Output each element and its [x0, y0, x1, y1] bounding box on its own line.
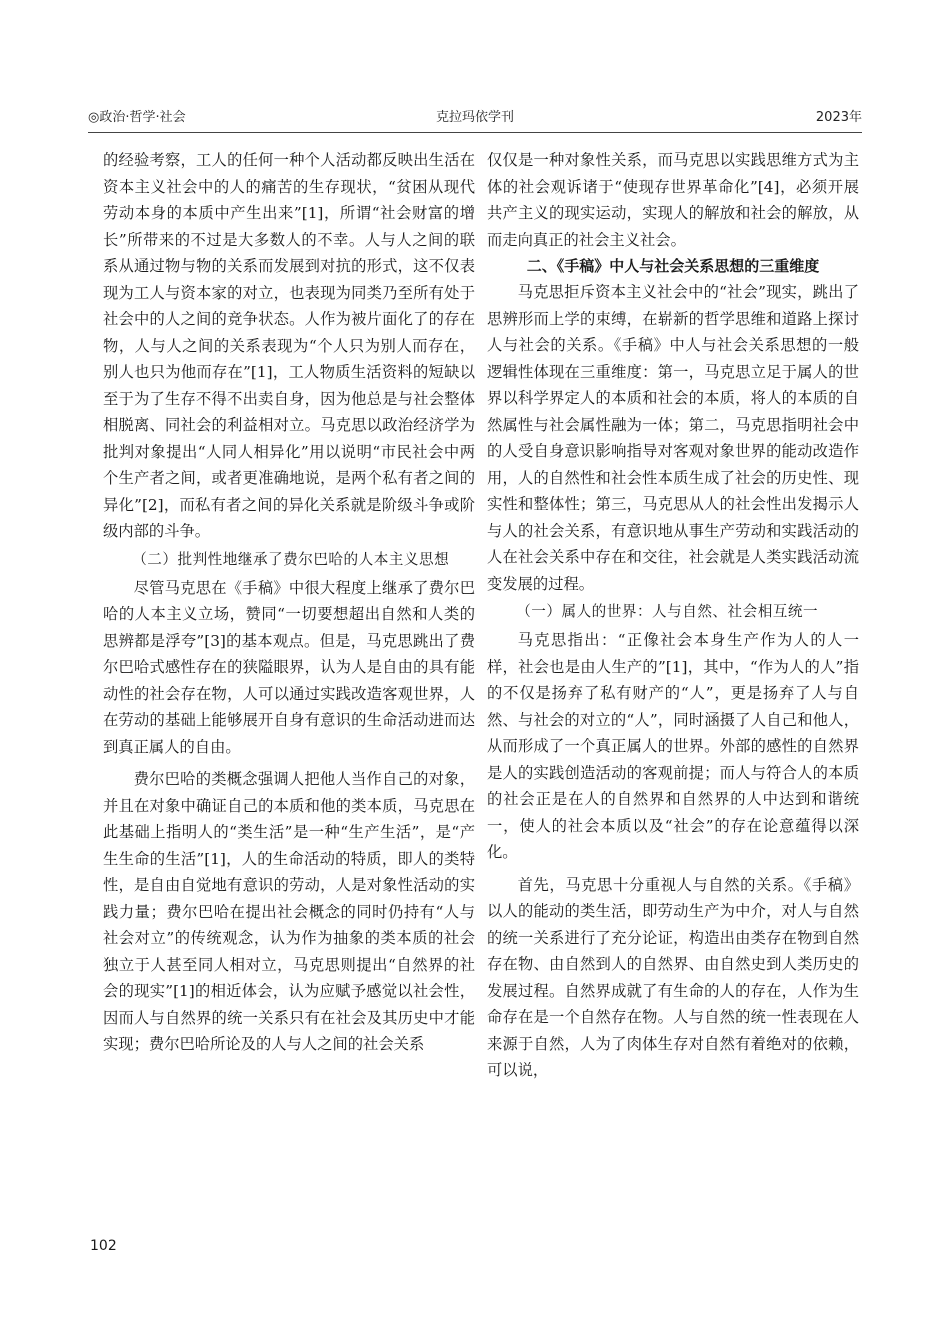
- section-heading: 二、《手稿》中人与社会关系思想的三重维度: [526, 257, 820, 275]
- left-paragraph-1: 的经验考察，工人的任何一种个人活动都反映出生活在资本主义社会中的人的痛苦的生存现状，“贫困从现代劳动本身的本质中产生出来”[1]，所谓“社会财富的增长”所带来的不过是大多数人的不幸。人与人之间的联系从通过物与物的关系而发展到对抗的形式，这不仅表现为工人与资本家的对立，也表现为同类乃至所有处于社会中的人之间的竞争状态。人作为被片面化了的存在物，人与人之间的关系表现为“个人只为别人而存在，别人也只为他而存在”[1]，工人物质生活资料的短缺以至于为了生存不得不出卖自身，因为他总是与社会整体相脱离、同社会的利益相对立。马克思以政治经济学为批判对象提出“人同人相异化”用以说明“市民社会中两个生产者之间，或者更准确地说，是两个私有者之间的异化”[2]，而私有者之间的异化关系就是阶级斗争或阶级内部的斗争。: [103, 151, 475, 540]
- running-header: [88, 106, 862, 128]
- header-journal-title: 克拉玛依学刊: [435, 110, 514, 125]
- page-number: 102: [90, 1238, 117, 1254]
- header-rule: [88, 132, 862, 133]
- right-paragraph-4: 首先，马克思十分重视人与自然的关系。《手稿》以人的能动的类生活，即劳动生产为中介，对人与自然的统一关系进行了充分论证，构造出由类存在物到自然存在物、由自然到人的自然界、由自然史到人类历史的发展过程。自然界成就了有生命的人的存在，人作为生命存在是一个自然存在物。人与自然的统一性表现在人来源于自然，人为了肉体生存对自然有着绝对的依赖，可以说，: [487, 875, 859, 1079]
- header-year: 2023年: [815, 110, 862, 125]
- right-paragraph-2: 马克思拒斥资本主义社会中的“社会”现实，跳出了思辨形而上学的束缚，在崭新的哲学思维和道路上探讨人与社会的关系。《手稿》中人与社会关系思想的一般逻辑性体现在三重维度：第一，马克思立足于属人的世界以科学界定人的本质和社会的本质，将人的本质的自然属性与社会属性融为一体；第二，马克思指明社会中的人受自身意识影响指导对客观对象世界的能动改造作用，人的自然性和社会性本质生成了社会的历史性、现实性和整体性；第三，马克思从人的社会性出发揭示人与人的社会关系，有意识地从事生产劳动和实践活动的人在社会关系中存在和交往，社会就是人类实践活动流变发展的过程。: [487, 283, 859, 593]
- header-section-label: ◎政治·哲学·社会: [88, 110, 186, 125]
- right-column: [487, 147, 859, 1084]
- right-paragraph-1: 仅仅是一种对象性关系，而马克思以实践思维方式为主体的社会观诉诸于“使现存世界革命化”[4]，必须开展共产主义的现实运动，实现人的解放和社会的解放，从而走向真正的社会主义社会。: [487, 151, 859, 249]
- right-subheading: （一）属人的世界：人与自然、社会相互统一: [516, 603, 819, 620]
- left-paragraph-3: 费尔巴哈的类概念强调人把他人当作自己的对象，并且在对象中确证自己的本质和他的类本质，马克思在此基础上指明人的“类生活”是一种“生产生活”，是“产生生命的生活”[1]，人的生命活动的特质，即人的类特性，是自由自觉地有意识的劳动，人是对象性活动的实践力量；费尔巴哈在提出社会概念的同时仍持有“人与社会对立”的传统观念，认为作为抽象的类本质的社会独立于人甚至同人相对立，马克思则提出“自然界的社会的现实”[1]的相近体会，认为应赋予感觉以社会性，因而人与自然界的统一关系只有在社会及其历史中才能实现；费尔巴哈所论及的人与人之间的社会关系: [103, 770, 475, 1053]
- left-subheading: （二）批判性地继承了费尔巴哈的人本主义思想: [132, 550, 450, 568]
- left-paragraph-2: 尽管马克思在《手稿》中很大程度上继承了费尔巴哈的人本主义立场，赞同“一切要想超出自然和人类的思辨都是浮夸”[3]的基本观点。但是，马克思跳出了费尔巴哈式感性存在的狭隘眼界，认为人是自由的具有能动性的社会存在物，人可以通过实践改造客观世界，人在劳动的基础上能够展开自身有意识的生命活动进而达到真正属人的自由。: [103, 578, 475, 756]
- right-paragraph-3: 马克思指出：“正像社会本身生产作为人的人一样，社会也是由人生产的”[1]，其中，“作为人的人”指的不仅是扬弃了私有财产的“人”，更是扬弃了人与自然、与社会的对立的“人”，同时涵摄了人自己和他人，从而形成了一个真正属人的世界。外部的感性的自然界是人的实践创造活动的客观前提；而人与符合人的本质的社会正是在人的自然界和自然界的人中达到和谐统一，使人的社会本质以及“社会”的存在论意蕴得以深化。: [487, 631, 859, 861]
- left-column: [103, 147, 475, 1058]
